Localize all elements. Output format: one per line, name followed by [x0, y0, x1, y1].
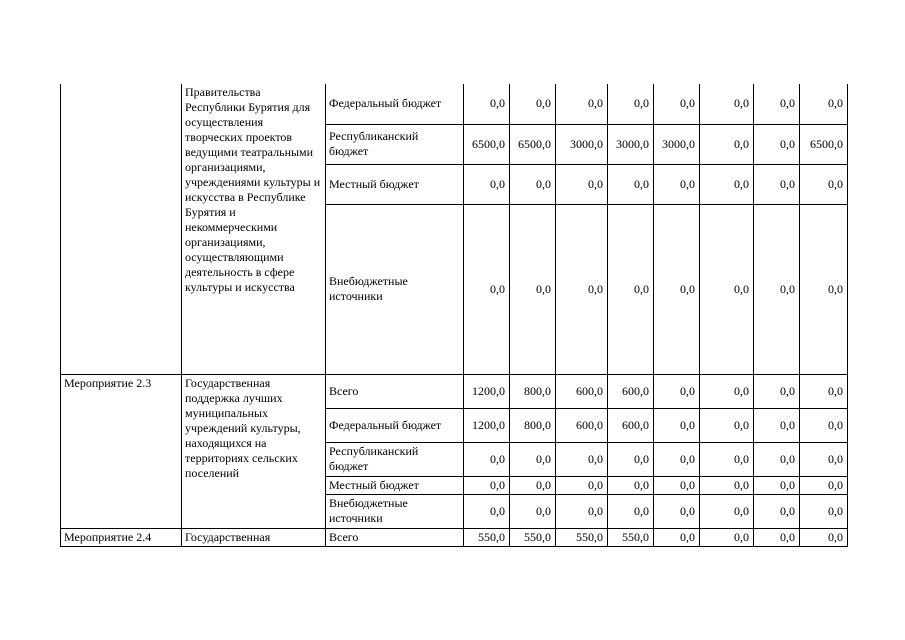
amount-cell: 0,0	[464, 442, 510, 476]
amount-cell: 0,0	[510, 164, 556, 204]
amount-cell: 0,0	[510, 494, 556, 528]
amount-cell: 0,0	[700, 84, 754, 124]
amount-cell: 3000,0	[654, 124, 700, 164]
amount-cell: 0,0	[464, 84, 510, 124]
amount-cell: 0,0	[654, 84, 700, 124]
amount-cell: 6500,0	[464, 124, 510, 164]
amount-cell: 1200,0	[464, 408, 510, 442]
amount-cell: 0,0	[700, 164, 754, 204]
amount-cell: 0,0	[608, 442, 654, 476]
amount-cell: 0,0	[556, 442, 608, 476]
amount-cell: 550,0	[556, 528, 608, 546]
amount-cell: 550,0	[510, 528, 556, 546]
funding-source-cell: Местный бюджет	[326, 164, 464, 204]
funding-source-cell: Внебюджетные источники	[326, 204, 464, 374]
amount-cell: 0,0	[754, 124, 800, 164]
amount-cell: 6500,0	[800, 124, 848, 164]
measure-code-cell: Мероприятие 2.3	[61, 374, 182, 528]
amount-cell: 6500,0	[510, 124, 556, 164]
table-row	[61, 84, 848, 124]
amount-cell: 0,0	[700, 476, 754, 494]
amount-cell: 550,0	[608, 528, 654, 546]
amount-cell: 0,0	[700, 204, 754, 374]
amount-cell: 0,0	[464, 476, 510, 494]
measure-code-cell: Мероприятие 2.4	[61, 528, 182, 546]
budget-table-body	[61, 84, 848, 546]
funding-source-cell: Федеральный бюджет	[326, 84, 464, 124]
amount-cell: 0,0	[654, 374, 700, 408]
amount-cell: 0,0	[700, 374, 754, 408]
amount-cell: 0,0	[510, 204, 556, 374]
amount-cell: 0,0	[510, 442, 556, 476]
amount-cell: 0,0	[800, 164, 848, 204]
table-row	[61, 528, 848, 546]
amount-cell: 0,0	[556, 494, 608, 528]
amount-cell: 0,0	[800, 528, 848, 546]
amount-cell: 0,0	[464, 164, 510, 204]
amount-cell: 0,0	[608, 476, 654, 494]
amount-cell: 0,0	[556, 476, 608, 494]
budget-table	[60, 84, 848, 547]
amount-cell: 0,0	[608, 164, 654, 204]
measure-code-cell	[61, 84, 182, 374]
amount-cell: 0,0	[654, 528, 700, 546]
amount-cell: 0,0	[608, 204, 654, 374]
amount-cell: 0,0	[464, 494, 510, 528]
amount-cell: 1200,0	[464, 374, 510, 408]
amount-cell: 0,0	[608, 494, 654, 528]
amount-cell: 550,0	[464, 528, 510, 546]
funding-source-cell: Всего	[326, 528, 464, 546]
amount-cell: 0,0	[654, 164, 700, 204]
amount-cell: 0,0	[510, 84, 556, 124]
funding-source-cell: Всего	[326, 374, 464, 408]
amount-cell: 0,0	[654, 476, 700, 494]
amount-cell: 0,0	[800, 494, 848, 528]
amount-cell: 0,0	[800, 442, 848, 476]
amount-cell: 0,0	[754, 374, 800, 408]
amount-cell: 0,0	[654, 494, 700, 528]
amount-cell: 800,0	[510, 408, 556, 442]
amount-cell: 0,0	[754, 204, 800, 374]
amount-cell: 0,0	[608, 84, 654, 124]
funding-source-cell: Республиканский бюджет	[326, 124, 464, 164]
amount-cell: 0,0	[800, 476, 848, 494]
amount-cell: 0,0	[556, 204, 608, 374]
amount-cell: 0,0	[654, 408, 700, 442]
amount-cell: 0,0	[700, 494, 754, 528]
funding-source-cell: Местный бюджет	[326, 476, 464, 494]
amount-cell: 800,0	[510, 374, 556, 408]
amount-cell: 0,0	[754, 528, 800, 546]
amount-cell: 0,0	[654, 442, 700, 476]
amount-cell: 3000,0	[608, 124, 654, 164]
amount-cell: 0,0	[754, 476, 800, 494]
amount-cell: 0,0	[754, 408, 800, 442]
amount-cell: 0,0	[700, 124, 754, 164]
amount-cell: 0,0	[800, 408, 848, 442]
amount-cell: 0,0	[556, 164, 608, 204]
amount-cell: 0,0	[800, 374, 848, 408]
amount-cell: 0,0	[754, 494, 800, 528]
amount-cell: 0,0	[464, 204, 510, 374]
amount-cell: 600,0	[556, 408, 608, 442]
amount-cell: 0,0	[700, 408, 754, 442]
measure-description-cell: Государственная	[182, 528, 326, 546]
amount-cell: 600,0	[608, 408, 654, 442]
amount-cell: 600,0	[608, 374, 654, 408]
funding-source-cell: Республиканский бюджет	[326, 442, 464, 476]
amount-cell: 0,0	[754, 164, 800, 204]
amount-cell: 0,0	[556, 84, 608, 124]
funding-source-cell: Внебюджетные источники	[326, 494, 464, 528]
amount-cell: 0,0	[754, 442, 800, 476]
measure-description-cell: Государственная поддержка лучших муниципальных учреждений культуры, находящихся на территориях сельских поселений	[182, 374, 326, 528]
amount-cell: 0,0	[800, 84, 848, 124]
amount-cell: 0,0	[800, 204, 848, 374]
measure-description-cell: Правительства Республики Бурятия для осуществления творческих проектов ведущими театральными организациями, учреждениями культуры и искусства в Республике Бурятия и некоммерческими организациями, осуществляющими деятельность в сфере культуры и искусства	[182, 84, 326, 374]
table-row	[61, 374, 848, 408]
amount-cell: 0,0	[754, 84, 800, 124]
amount-cell: 0,0	[700, 528, 754, 546]
amount-cell: 0,0	[700, 442, 754, 476]
funding-source-cell: Федеральный бюджет	[326, 408, 464, 442]
amount-cell: 0,0	[510, 476, 556, 494]
amount-cell: 600,0	[556, 374, 608, 408]
amount-cell: 3000,0	[556, 124, 608, 164]
amount-cell: 0,0	[654, 204, 700, 374]
